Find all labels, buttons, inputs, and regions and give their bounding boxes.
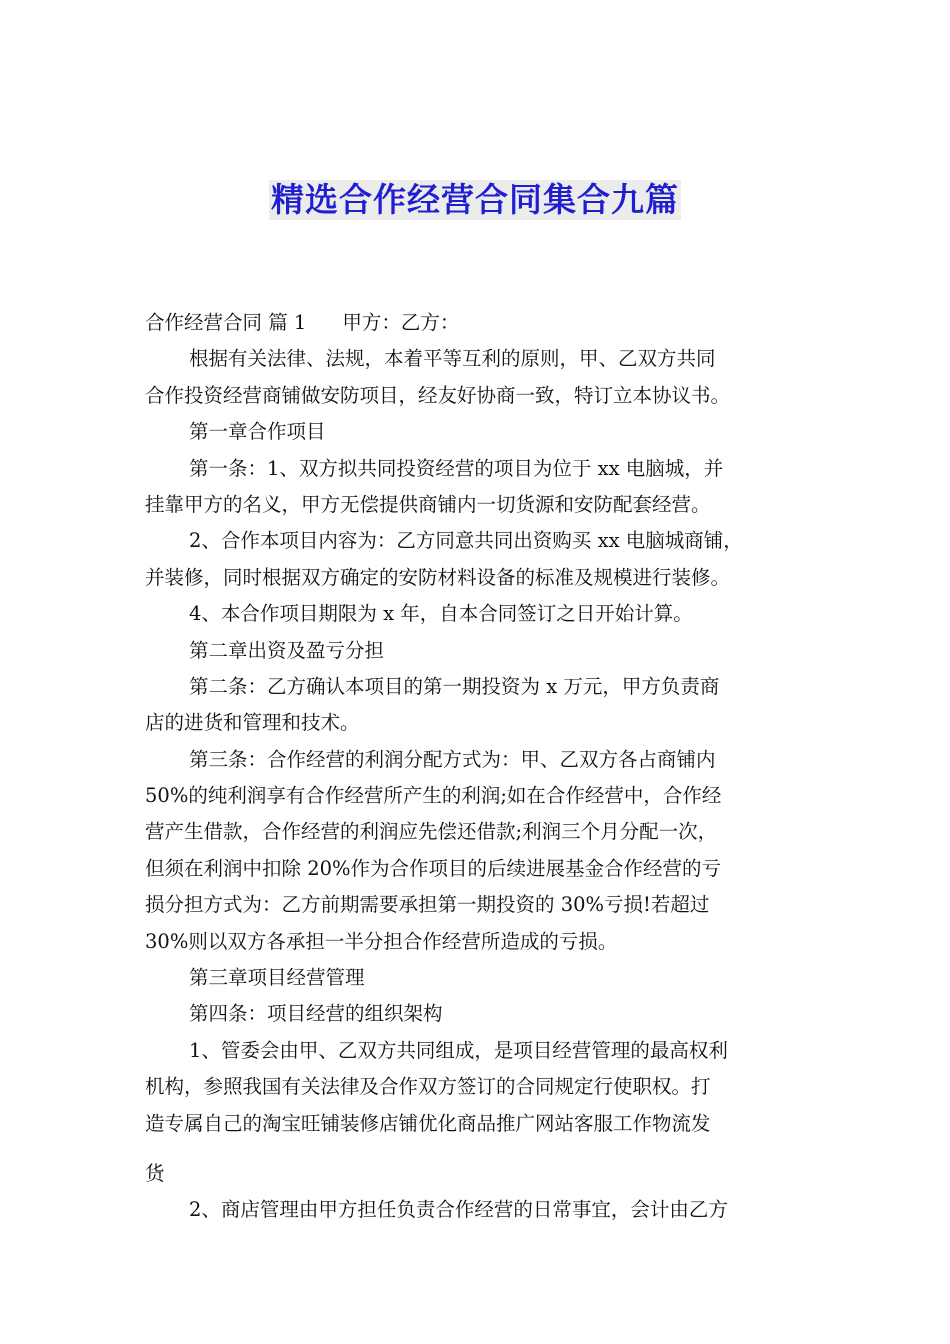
text-line: 4、本合作项目期限为 x 年，自本合同签订之日开始计算。 — [189, 602, 693, 626]
text-line: 30%则以双方各承担一半分担合作经营所造成的亏损。 — [145, 929, 618, 953]
title-wrap — [0, 180, 950, 220]
text-line: 但须在利润中扣除 20%作为合作项目的后续进展基金合作经营的亏 — [145, 856, 722, 880]
parties-label: 甲方：乙方： — [342, 311, 460, 334]
text-line: 第二章出资及盈亏分担 — [189, 638, 385, 662]
text-line: 2、商店管理由甲方担任负责合作经营的日常事宜，会计由乙方 — [189, 1198, 728, 1222]
text-line: 50%的纯利润享有合作经营所产生的利润;如在合作经营中，合作经 — [145, 784, 722, 808]
text-line: 第一章合作项目 — [189, 420, 326, 444]
header-line — [145, 305, 810, 341]
text-line: 货 — [145, 1161, 165, 1185]
text-line: 根据有关法律、法规，本着平等互利的原则，甲、乙双方共同 — [189, 347, 716, 371]
text-line: 合作投资经营商铺做安防项目，经友好协商一致，特订立本协议书。 — [145, 383, 731, 407]
text-line: 第三条：合作经营的利润分配方式为：甲、乙双方各占商铺内 — [189, 747, 716, 771]
text-line: 第三章项目经营管理 — [189, 966, 365, 990]
text-line: 营产生借款，合作经营的利润应先偿还借款;利润三个月分配一次， — [145, 820, 718, 844]
text-line: 挂靠甲方的名义，甲方无偿提供商铺内一切货源和安防配套经营。 — [145, 492, 711, 516]
paragraph-lines — [145, 341, 810, 1228]
text-line: 机构，参照我国有关法律及合作双方签订的合同规定行使职权。打 — [145, 1075, 711, 1099]
text-line: 造专属自己的淘宝旺铺装修店铺优化商品推广网站客服工作物流发 — [145, 1111, 711, 1135]
document-body — [145, 305, 810, 1229]
contract-number: 合作经营合同 篇 1 — [145, 311, 307, 334]
text-line: 第四条：项目经营的组织架构 — [189, 1002, 443, 1026]
document-title: 精选合作经营合同集合九篇 — [271, 180, 679, 219]
text-line: 损分担方式为：乙方前期需要承担第一期投资的 30%亏损!若超过 — [145, 893, 710, 917]
text-line: 第二条：乙方确认本项目的第一期投资为 x 万元，甲方负责商 — [189, 674, 720, 698]
text-line: 店的进货和管理和技术。 — [145, 711, 360, 735]
text-line: 2、合作本项目内容为：乙方同意共同出资购买 xx 电脑城商铺， — [189, 529, 743, 553]
text-line: 并装修，同时根据双方确定的安防材料设备的标准及规模进行装修。 — [145, 565, 731, 589]
text-line: 1、管委会由甲、乙双方共同组成，是项目经营管理的最高权利 — [189, 1038, 728, 1062]
paragraph-spacer — [145, 1142, 810, 1156]
text-line: 第一条：1、双方拟共同投资经营的项目为位于 xx 电脑城，并 — [189, 456, 724, 480]
